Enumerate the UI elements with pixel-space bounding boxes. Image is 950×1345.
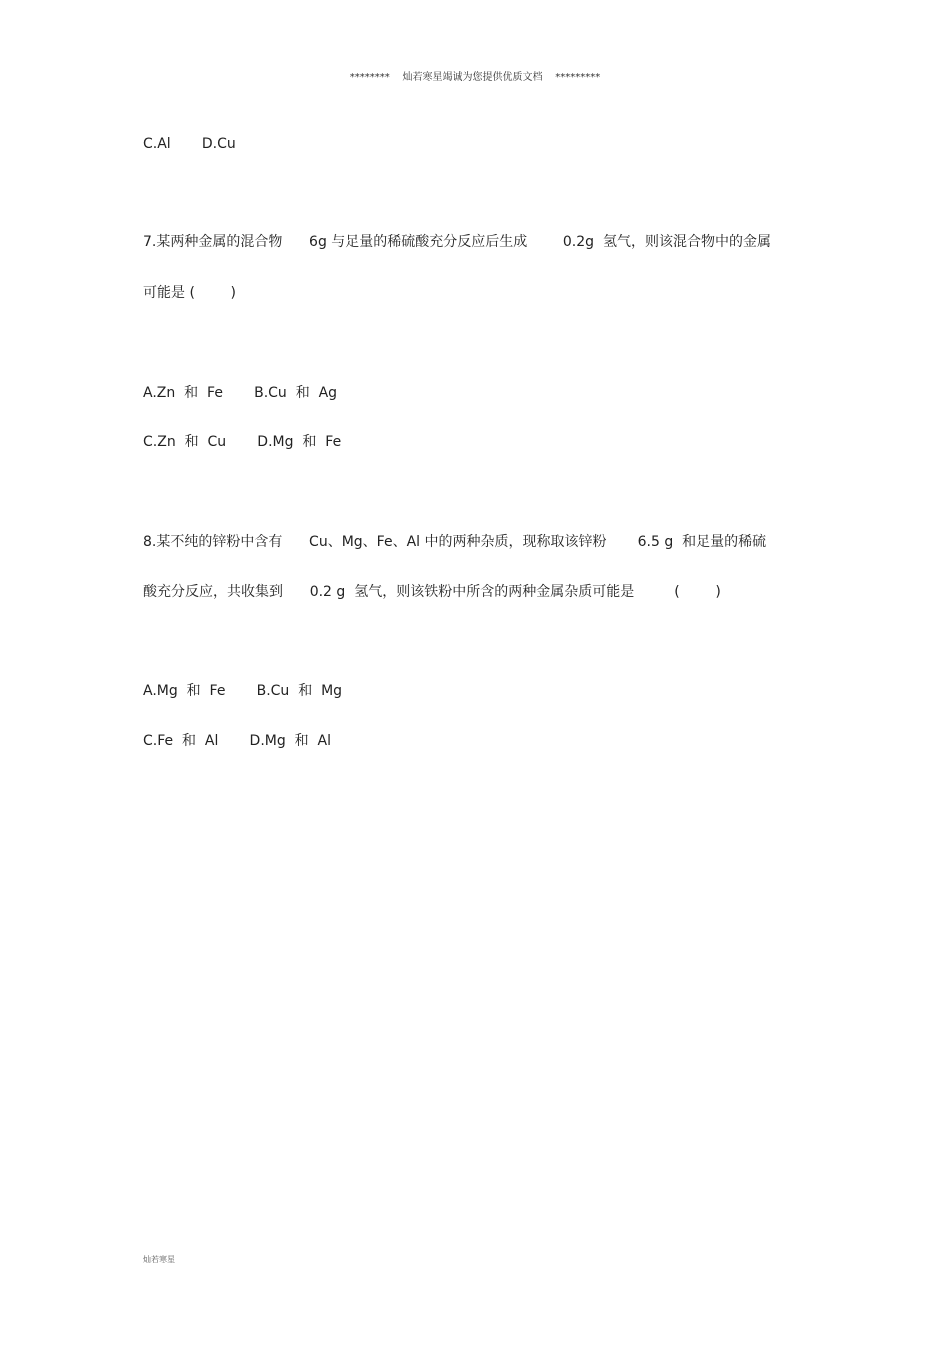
question-8-stem-line-2: 酸充分反应，共收集到 0.2 g 氢气，则该铁粉中所含的两种金属杂质可能是 ( ): [143, 584, 721, 600]
question-6-options-cd: C.Al D.Cu: [143, 136, 236, 152]
question-7-stem-line-1: 7.某两种金属的混合物 6g 与足量的稀硫酸充分反应后生成 0.2g 氢气，则该混合物中的金属: [143, 234, 771, 250]
page-header: ******** 灿若寒星竭诚为您提供优质文档 *********: [349, 72, 601, 83]
question-7-options-ab: A.Zn 和 Fe B.Cu 和 Ag: [143, 385, 338, 401]
question-8-stem-line-1: 8.某不纯的锌粉中含有 Cu、Mg、Fe、Al 中的两种杂质，现称取该锌粉 6.5 g 和足量的稀硫: [143, 534, 767, 550]
question-7-options-cd: C.Zn 和 Cu D.Mg 和 Fe: [143, 434, 342, 450]
question-8-options-ab: A.Mg 和 Fe B.Cu 和 Mg: [143, 683, 343, 699]
question-8-options-cd: C.Fe 和 Al D.Mg 和 Al: [143, 733, 332, 749]
question-7-stem-line-2: 可能是 ( ): [143, 285, 236, 301]
page-footer: 灿若寒星: [143, 1255, 175, 1264]
